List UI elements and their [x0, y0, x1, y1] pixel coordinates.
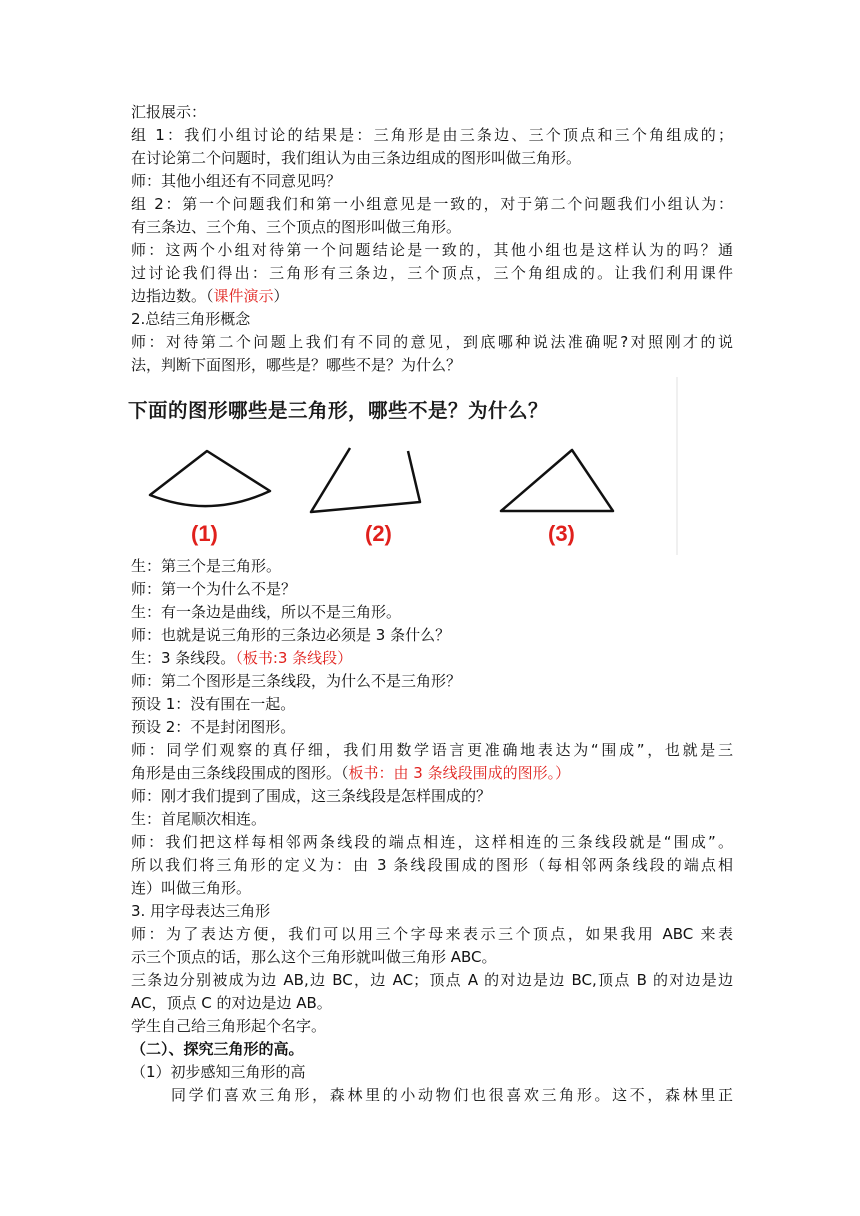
text-line: 过讨论我们得出：三角形有三条边，三个顶点，三个角组成的。让我们利用课件: [131, 264, 733, 282]
shape-2-open: [311, 448, 420, 512]
text-line: 生：有一条边是曲线，所以不是三角形。: [131, 603, 402, 621]
text-line: 预设 2：不是封闭图形。: [131, 718, 296, 736]
figure-label-1: (1): [191, 521, 218, 546]
paragraph-discussion: [131, 555, 733, 1107]
text-line-board: [131, 762, 733, 785]
triangle-figure: [128, 377, 678, 555]
text-line: 师：第二个图形是三条线段，为什么不是三角形？: [131, 672, 462, 690]
figure-label-3: (3): [548, 521, 575, 546]
board-note: 板书：由 3 条线段围成的图形。: [348, 764, 556, 782]
text-line: 生：第三个是三角形。: [131, 557, 282, 575]
text-line: 学生自己给三角形起个名字。: [131, 1017, 327, 1035]
text-line: 生：首尾顺次相连。: [131, 810, 267, 828]
text-line: 汇报展示：: [131, 103, 207, 121]
text-line: 师：也就是说三角形的三条边必须是 3 条什么？: [131, 626, 451, 644]
subsection-heading: （1）初步感知三角形的高: [131, 1063, 306, 1081]
paragraph-report: [131, 101, 733, 377]
text-line: 示三个顶点的话，那么这个三角形就叫做三角形 ABC。: [131, 948, 497, 966]
text-line: 师：同学们观察的真仔细，我们用数学语言更准确地表达为“围成”，也就是三: [131, 741, 733, 759]
text-line: 法，判断下面图形，哪些是？哪些不是？为什么？: [131, 356, 462, 374]
figure-title: 下面的图形哪些是三角形，哪些不是？为什么？: [128, 399, 549, 422]
text-line: 在讨论第二个问题时，我们组认为由三条边组成的图形叫做三角形。: [131, 149, 582, 167]
text-line: 有三条边、三个角、三个顶点的图形叫做三角形。: [131, 218, 462, 236]
demo-prefix: 边指边数。（: [131, 287, 214, 305]
demo-suffix: ）: [273, 287, 289, 305]
text-line-demo: [131, 285, 733, 308]
text-line: 师：第一个为什么不是？: [131, 580, 297, 598]
board-note: （板书:3 条线段）: [235, 649, 353, 667]
shape-1-sector: [150, 451, 270, 506]
text-line: 师：为了表达方便，我们可以用三个字母来表示三个顶点，如果我用 ABC 来表: [131, 925, 733, 943]
text-line-board: [131, 647, 733, 670]
board-prefix: 生：3 条线段。: [131, 649, 236, 667]
text-line: 组 2：第一个问题我们和第一小组意见是一致的，对于第二个问题我们小组认为：: [131, 195, 733, 213]
board-suffix: ）: [555, 764, 571, 782]
text-line: 师：这两个小组对待第一个问题结论是一致的，其他小组也是这样认为的吗？通: [131, 241, 733, 259]
text-line: 连）叫做三角形。: [131, 879, 252, 897]
text-line: 师：我们把这样每相邻两条线段的端点相连，这样相连的三条线段就是“围成”。: [131, 833, 733, 851]
section-heading: 3. 用字母表达三角形: [131, 902, 271, 920]
text-line: 预设 1：没有围在一起。: [131, 695, 296, 713]
text-line: 师：刚才我们提到了围成，这三条线段是怎样围成的？: [131, 787, 492, 805]
text-line: 三条边分别被成为边 AB,边 BC，边 AC；顶点 A 的对边是边 BC,顶点 B 的对边是边: [131, 971, 733, 989]
section-heading-bold: （二）、探究三角形的高。: [131, 1040, 304, 1058]
section-heading: 2.总结三角形概念: [131, 310, 251, 328]
board-prefix: 角形是由三条线段围成的图形。（: [131, 764, 349, 782]
figure-label-2: (2): [365, 521, 392, 546]
text-line: AC，顶点 C 的对边是边 AB。: [131, 994, 332, 1012]
text-line: 师：对待第二个问题上我们有不同的意见，到底哪种说法准确呢?对照刚才的说: [131, 333, 733, 351]
text-line: 师：其他小组还有不同意见吗？: [131, 172, 342, 190]
text-line: 组 1：我们小组讨论的结果是：三角形是由三条边、三个顶点和三个角组成的；: [131, 126, 733, 144]
shape-3-triangle: [501, 450, 613, 511]
courseware-demo-note: 课件演示: [213, 287, 274, 305]
text-line: 同学们喜欢三角形，森林里的小动物们也很喜欢三角形。这不，森林里正: [171, 1086, 733, 1104]
text-line: 所以我们将三角形的定义为：由 3 条线段围成的图形（每相邻两条线段的端点相: [131, 856, 733, 874]
